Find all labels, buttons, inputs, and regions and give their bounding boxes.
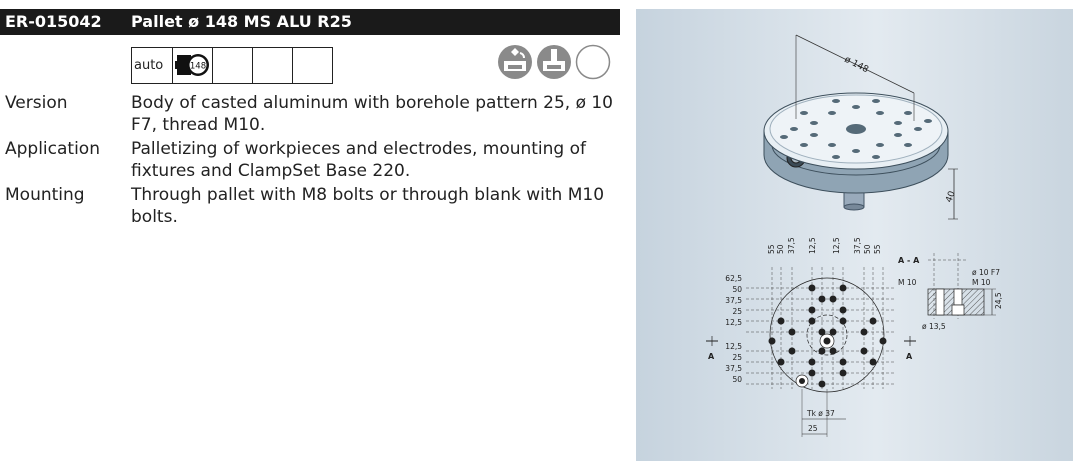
article-name: Pallet ø 148 MS ALU R25	[131, 12, 352, 31]
left-dim-label: 50	[732, 285, 742, 294]
thread-left-label: M 10	[898, 278, 917, 287]
left-dim-label: 50	[732, 375, 742, 384]
left-dim-label: 37,5	[725, 296, 742, 305]
empty-icon-box	[252, 47, 293, 84]
title-bar	[0, 9, 620, 35]
left-dim-label: 12,5	[725, 342, 742, 351]
top-view-drawing	[706, 237, 916, 437]
spec-text: Through pallet with M8 bolts or through blank with M10 bolts.	[131, 185, 605, 227]
depth-label: 24,5	[994, 292, 1003, 309]
top-dim-label: 37,5	[787, 237, 796, 254]
size-badge-text: 148	[189, 61, 207, 72]
section-view-drawing	[898, 253, 1003, 331]
left-dim-label: 62,5	[725, 274, 742, 283]
left-dim-label: 12,5	[725, 318, 742, 327]
technical-drawing-panel	[636, 9, 1073, 461]
feature-icon-row	[131, 47, 332, 84]
left-dim-label: 37,5	[725, 364, 742, 373]
top-dim-label: 50	[863, 244, 872, 254]
empty-circle-icon	[575, 44, 611, 80]
top-dim-label: 37,5	[853, 237, 862, 254]
robot-pallet-size-icon	[172, 47, 213, 84]
auto-icon	[131, 47, 173, 84]
top-dim-label: 55	[767, 244, 776, 254]
left-dim-label: 25	[732, 353, 742, 362]
article-number: ER-015042	[5, 12, 102, 31]
thread-right-label: M 10	[972, 278, 991, 287]
tk-diameter-label: Tk ø 37	[807, 409, 835, 418]
left-dim-label: 25	[732, 307, 742, 316]
top-dim-label: 12,5	[808, 237, 817, 254]
gripper-icon	[536, 44, 572, 80]
auto-label: auto	[134, 58, 164, 73]
empty-icon-box	[212, 47, 253, 84]
section-marker-left: A	[708, 352, 715, 361]
hole-diameter-label: ø 10 F7	[972, 268, 1000, 277]
diameter-label: ø 148	[842, 54, 870, 76]
top-dim-label: 12,5	[832, 237, 841, 254]
bottom-dim-label: 25	[808, 424, 818, 433]
spec-label: Application	[5, 139, 100, 159]
top-dim-label: 55	[873, 244, 882, 254]
round-icon-group	[497, 44, 611, 80]
height-label: 40	[944, 189, 958, 205]
spec-text: Body of casted aluminum with borehole pattern 25, ø 10 F7, thread M10.	[131, 93, 614, 135]
pallet-3d-illustration	[764, 35, 958, 219]
gripper-icon	[497, 44, 533, 80]
section-title: A - A	[898, 256, 920, 265]
spec-label: Version	[5, 93, 68, 113]
empty-icon-box	[292, 47, 333, 84]
counterbore-label: ø 13,5	[922, 322, 946, 331]
section-marker-right: A	[906, 352, 913, 361]
spec-text: Palletizing of workpieces and electrodes, mounting of fixtures and ClampSet Base 220.	[131, 139, 587, 181]
spec-label: Mounting	[5, 185, 85, 205]
top-dim-label: 50	[776, 244, 785, 254]
